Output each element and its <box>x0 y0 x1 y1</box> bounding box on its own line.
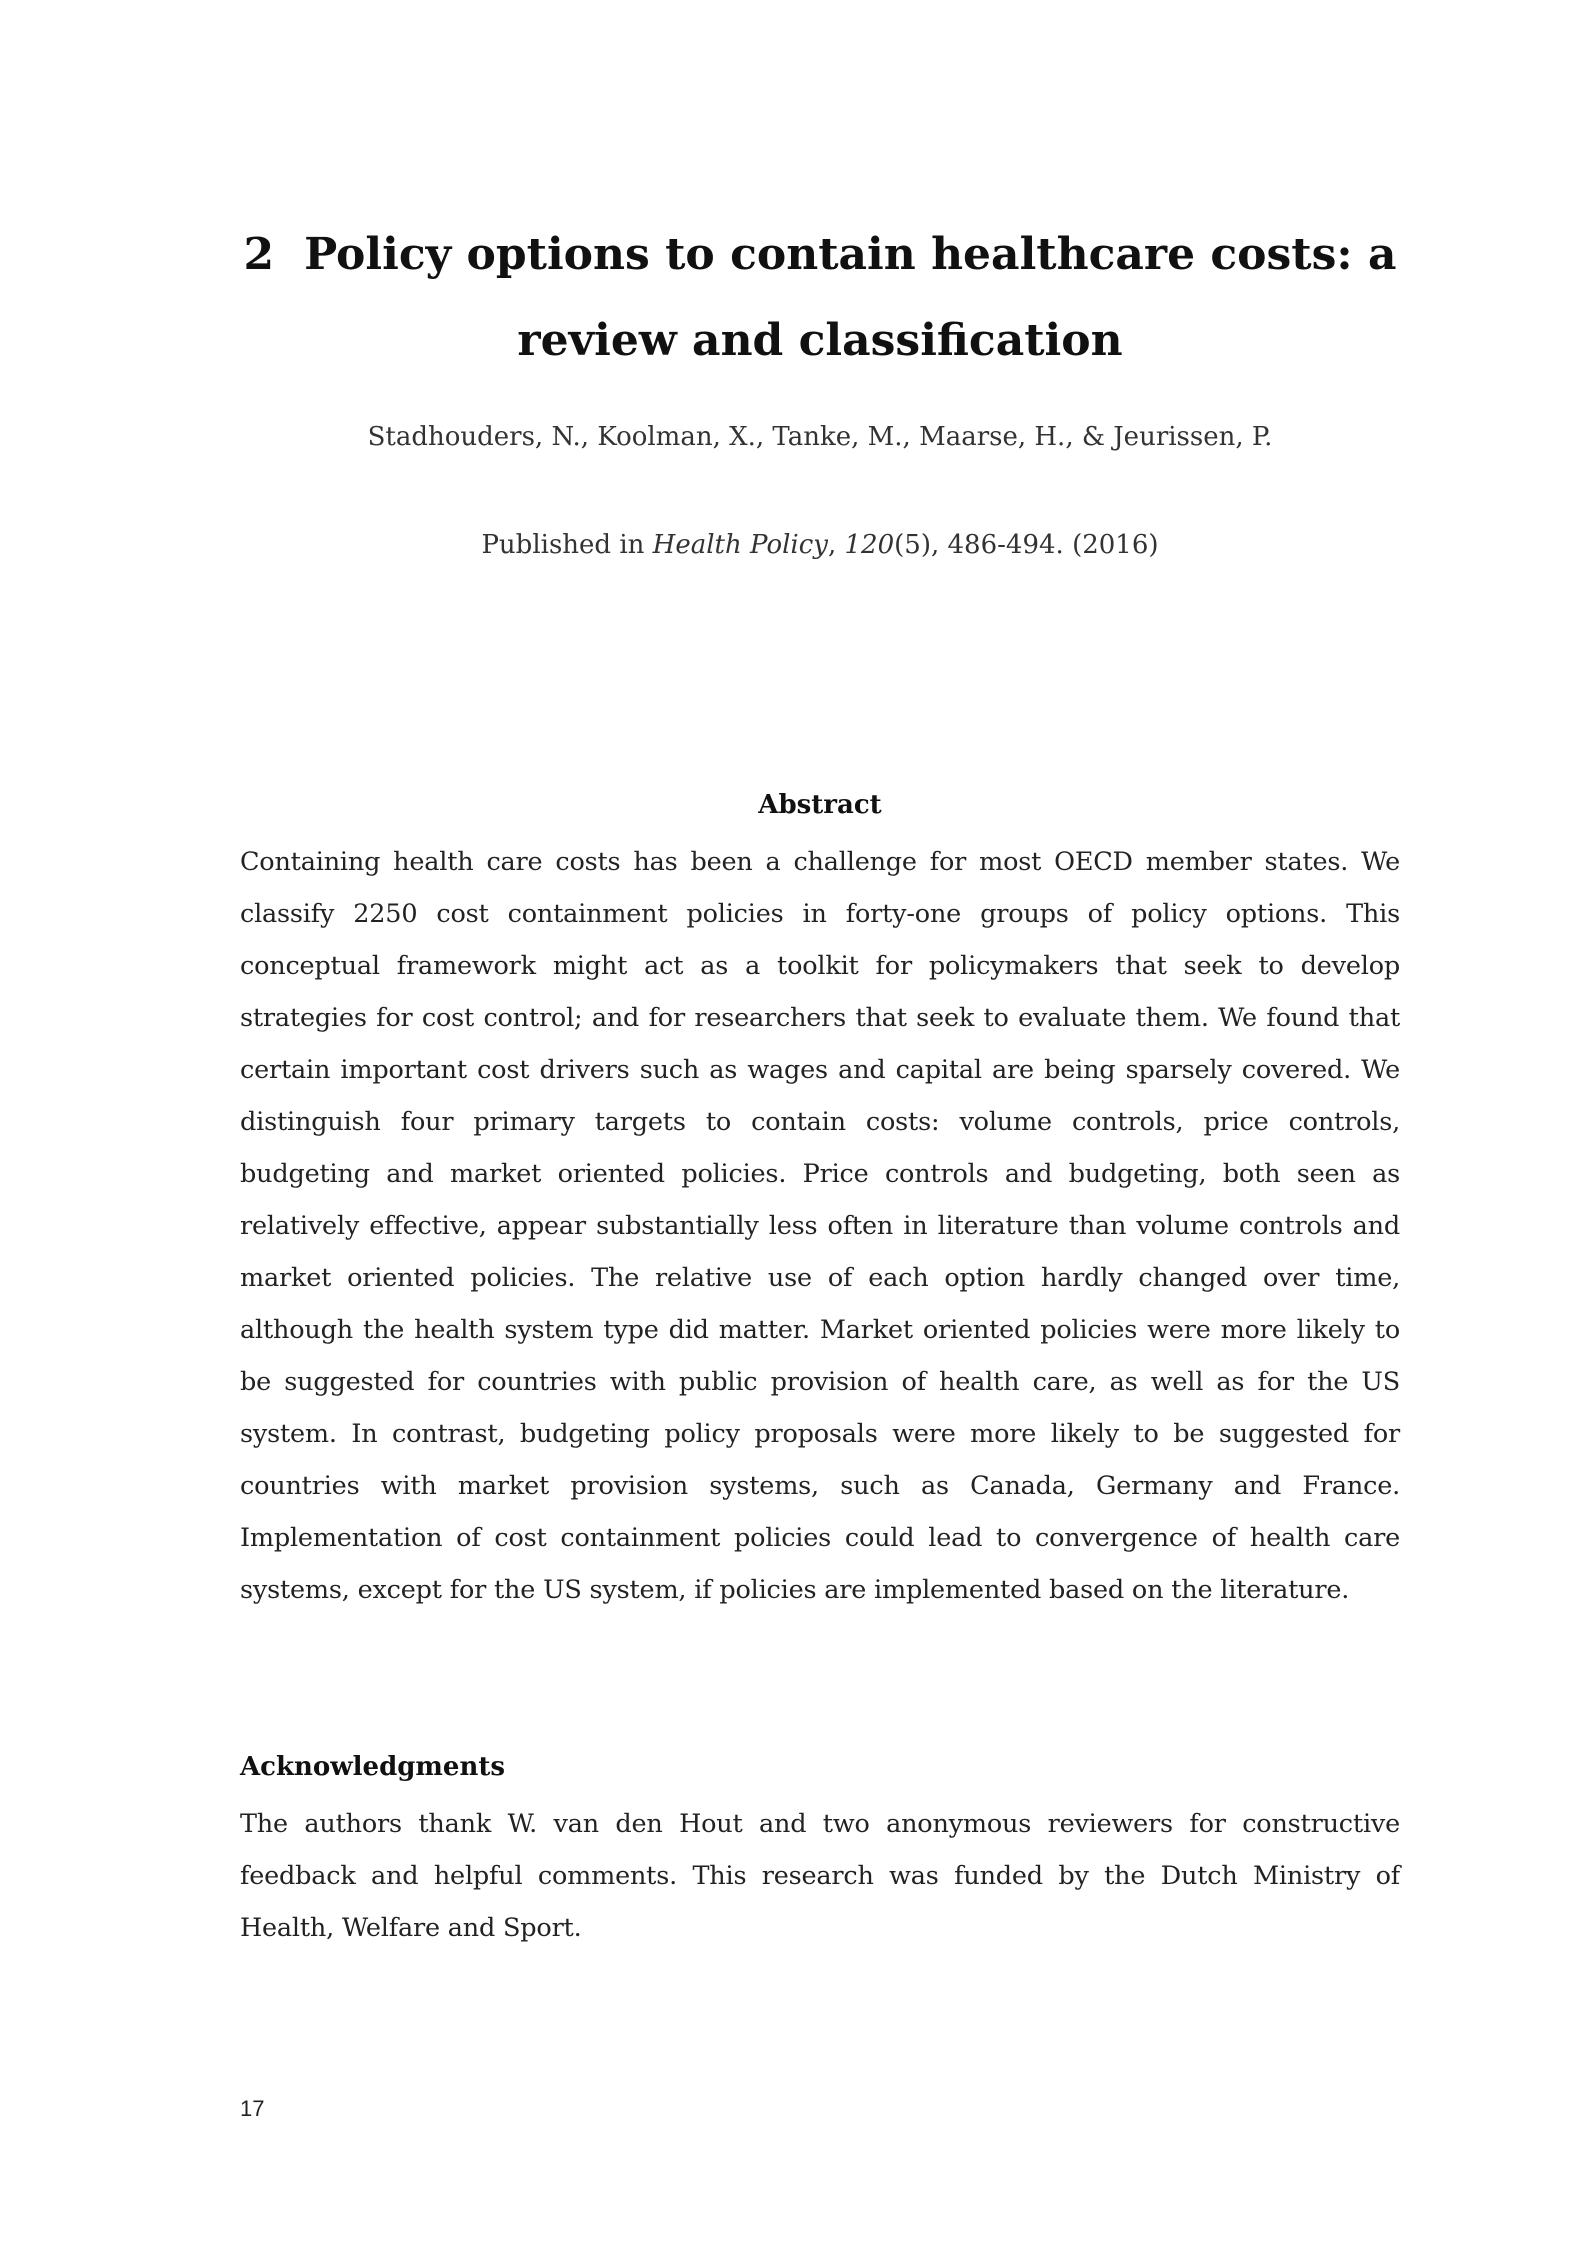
chapter-number: 2 <box>243 229 275 280</box>
journal-name: Health Policy <box>652 530 828 560</box>
page-number: 17 <box>240 2096 265 2121</box>
publication-pages-year: (5), 486-494. (2016) <box>894 530 1159 560</box>
publication-prefix: Published in <box>481 530 653 560</box>
chapter-title-line1: Policy options to contain healthcare costs: a <box>304 229 1397 280</box>
publication-separator: , <box>827 530 845 560</box>
author-list: Stadhouders, N., Koolman, X., Tanke, M., Maarse, H., & Jeurissen, P. <box>367 422 1273 452</box>
chapter-title <box>240 212 1400 384</box>
journal-volume: 120 <box>844 530 895 560</box>
acknowledgments-text: The authors thank W. van den Hout and two anonymous reviewers for constructive feedback and helpful comments. This research was funded by the Dutch Ministry of Health, Welfare and Sport. <box>240 1809 1400 1943</box>
abstract-heading: Abstract <box>758 790 882 820</box>
abstract-text: Containing health care costs has been a challenge for most OECD member states. We classify 2250 cost containment policies in forty-one groups of policy options. This conceptual framework might act as a toolkit for policymakers that seek to develop strategies for cost control; and for researchers that seek to evaluate them. We found that certain important cost drivers such as wages and capital are being sparsely covered. We distinguish four primary targets to contain costs: volume controls, price controls, budgeting and market oriented policies. Price controls and budgeting, both seen as relatively effective, appear substantially less often in literature than volume controls and market oriented policies. The relative use of each option hardly changed over time, although the health system type did matter. Market oriented policies were more likely to be suggested for countries with public provision of health care, as well as for the US system. In contrast, budgeting policy proposals were more likely to be suggested for countries with market provision systems, such as Canada, Germany and France. Implementation of cost containment policies could lead to convergence of health care systems, except for the US system, if policies are implemented based on the literature. <box>240 847 1400 1605</box>
publication-info <box>240 530 1400 560</box>
chapter-title-line2: review and classification <box>517 315 1123 366</box>
acknowledgments-heading: Acknowledgments <box>240 1752 506 1782</box>
